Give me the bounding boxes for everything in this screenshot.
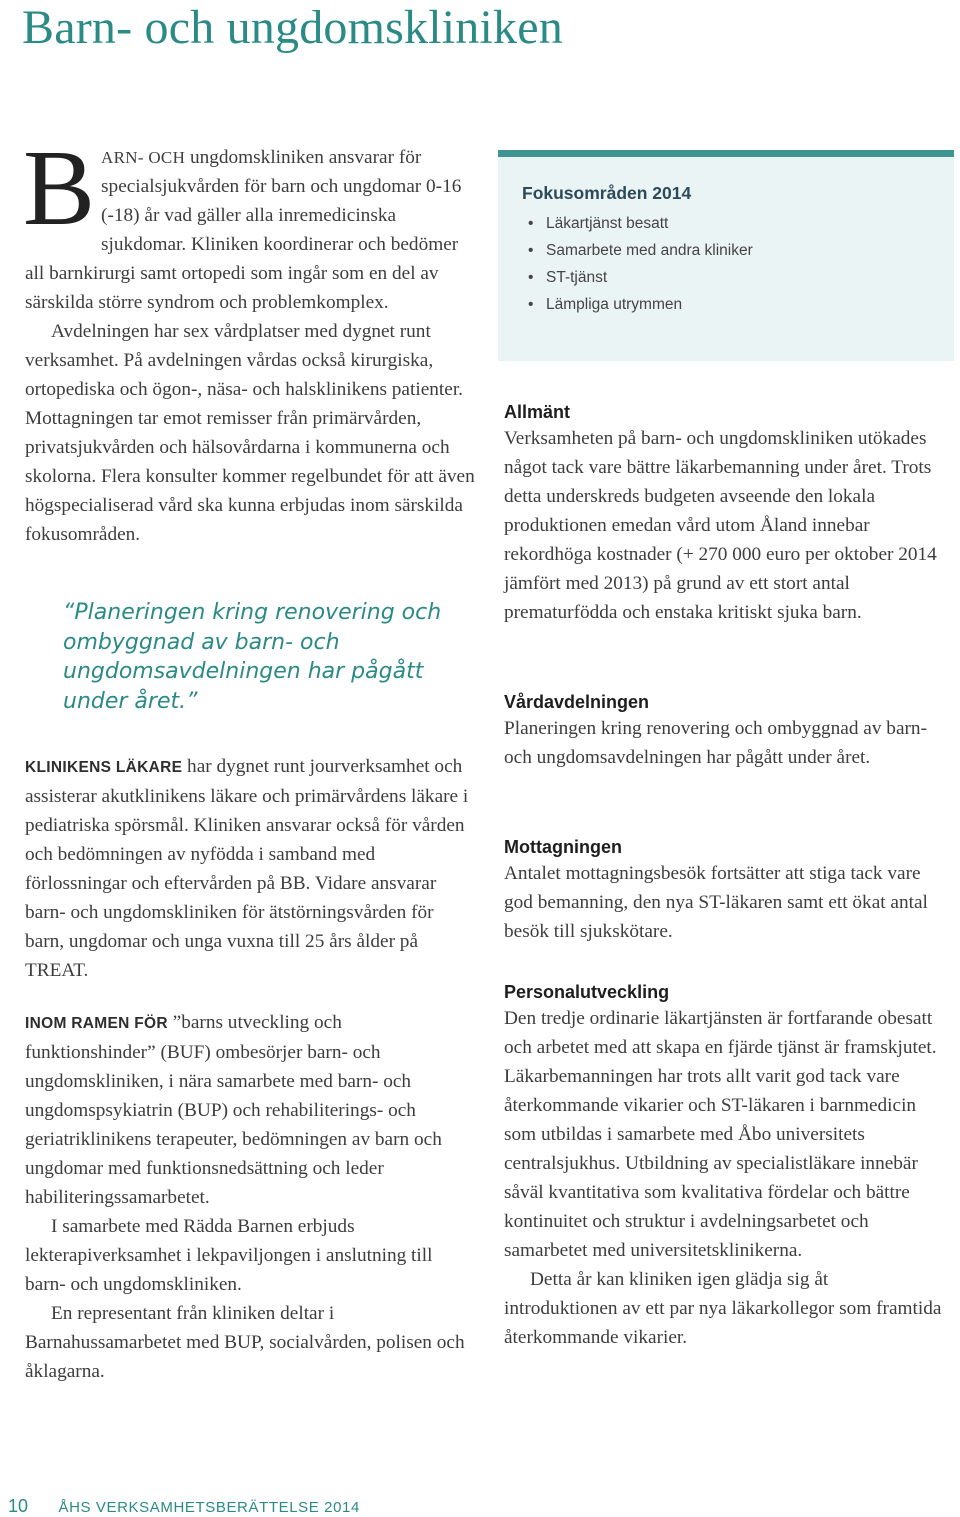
left-column [23,129,475,549]
intro-paragraph [23,129,475,317]
buf-paragraph [25,1008,475,1212]
doctors-block [25,752,475,985]
intro-paragraph-2: Avdelningen har sex vårdplatser med dygnet runt verksamhet. På avdelningen vårdas också kirurgiska, ortopediska och ögon-, näsa- och halsklinikens patienter. Mottagningen tar emot remisser från primärvården, privatsjukvården och hälsovårdarna i kommunerna och skolorna. Flera konsulter kommer regelbundet för att även högspecialiserad vård ska kunna erbjudas inom särskilda fokusområden. [25,321,475,545]
section-text-vardavdelningen: Planeringen kring renovering och ombyggnad av barn- och ungdomsavdelningen har pågått under året. [504,718,927,768]
section-heading-allmant: Allmänt [504,402,571,422]
section-personal [504,982,944,1352]
pull-quote [63,598,443,716]
section-heading-personal: Personalutveckling [504,982,670,1002]
focus-areas-title: Fokusområden 2014 [522,183,692,203]
focus-item: • ST-tjänst [522,264,934,291]
buf-runin-heading: INOM RAMEN FÖR [25,1015,168,1032]
intro-lead-caps: ARN- OCH [101,148,186,167]
section-heading-mottagningen: Mottagningen [504,837,622,857]
focus-item: • Samarbete med andra kliniker [522,237,934,264]
focus-item: • Läkartjänst besatt [522,210,934,237]
section-text-allmant: Verksamheten på barn- och ungdomskliniken utökades något tack vare bättre läkarbemanning under året. Trots detta underskreds budgeten avseende den lokala produktionen emedan vård utom Åland innebar rekordhöga kostnader (+ 270 000 euro per oktober 2014 jämfört med 2013) på grund av ett stort antal prematurfödda och enstaka kritiskt sjuka barn. [504,428,937,623]
page-footer [8,1496,360,1517]
buf-text: ”barns utveckling och funktionshinder” (BUF) ombesörjer barn- och ungdomskliniken, i nära samarbete med barn- och ungdomspsykiatrin (BUP) och rehabiliterings- och geriatriklinikens terapeuter, bedömningen av barn och ungdomar med funktionsnedsättning och leder habiliteringssamarbetet. [25,1012,442,1208]
page-number: 10 [8,1496,29,1516]
section-mottagningen [504,837,944,946]
buf-paragraph-2: I samarbete med Rädda Barnen erbjuds lekterapiverksamhet i lekpaviljongen i anslutning till barn- och ungdomskliniken. [25,1216,433,1295]
pull-quote-text: Planeringen kring renovering och ombyggnad av barn- och ungdomsavdelningen har pågått under året. [63,600,442,714]
pull-quote-close-mark: ” [186,688,198,714]
section-text-personal: Den tredje ordinarie läkartjänsten är fortfarande obesatt och arbetet med att skapa en fjärde tjänst är framskjutet. Läkarbemanningen har trots allt varit god tack vare återkommande vikarier och ST-läkaren i barnmedicin som utbildas i samarbete med Åbo universitets centralsjukhus. Utbildning av specialistläkare innebär såväl kvantitativa som kvalitativa fördelar och bättre kontinuitet och struktur i avdelningsarbetet och samarbetet med universitetsklinikerna. [504,1008,937,1261]
focus-areas-box [498,150,954,361]
drop-cap: B [23,129,96,248]
focus-item: • Lämpliga utrymmen [522,291,934,318]
intro-text: ungdomskliniken ansvarar för specialsjukvården för barn och ungdomar 0-16 (-18) år vad gäller alla inremedicinska sjukdomar. Kliniken koordinerar och bedömer all barnkirurgi samt ortopedi som ingår som en del av särskilda större syndrom och problemkomplex. [25,147,462,313]
buf-paragraph-3: En representant från kliniken deltar i Barnahussamarbetet med BUP, socialvården, polisen och åklagarna. [25,1303,465,1382]
section-text-personal-2: Detta år kan kliniken igen glädja sig åt introduktionen av ett par nya läkarkollegor som framtida återkommande vikarier. [504,1269,942,1348]
doctors-text: har dygnet runt jourverksamhet och assisterar akutklinikens läkare och primärvårdens läkare i pediatriska spörsmål. Kliniken ansvarar också för vården och bedömningen av nyfödda i samband med förlossningar och eftervården på BB. Vidare ansvarar barn- och ungdomskliniken för ätstörningsvården för barn, ungdomar och unga vuxna till 25 års ålder på TREAT. [25,756,469,981]
page-title: Barn- och ungdomskliniken [22,1,563,54]
pull-quote-open-mark: “ [63,600,75,625]
buf-block [25,1008,475,1386]
section-vardavdelningen [504,692,944,772]
section-heading-vardavdelningen: Vårdavdelningen [504,692,650,712]
section-allmant [504,402,944,627]
footer-report-title: ÅHS VERKSAMHETSBERÄTTELSE 2014 [58,1499,360,1516]
section-text-mottagningen: Antalet mottagningsbesök fortsätter att stiga tack vare god bemanning, den nya ST-läkaren samt ett ökat antal besök till sjukskötare. [504,863,928,942]
doctors-paragraph [25,752,475,985]
doctors-runin-heading: KLINIKENS LÄKARE [25,759,183,776]
focus-areas-list [522,210,934,318]
